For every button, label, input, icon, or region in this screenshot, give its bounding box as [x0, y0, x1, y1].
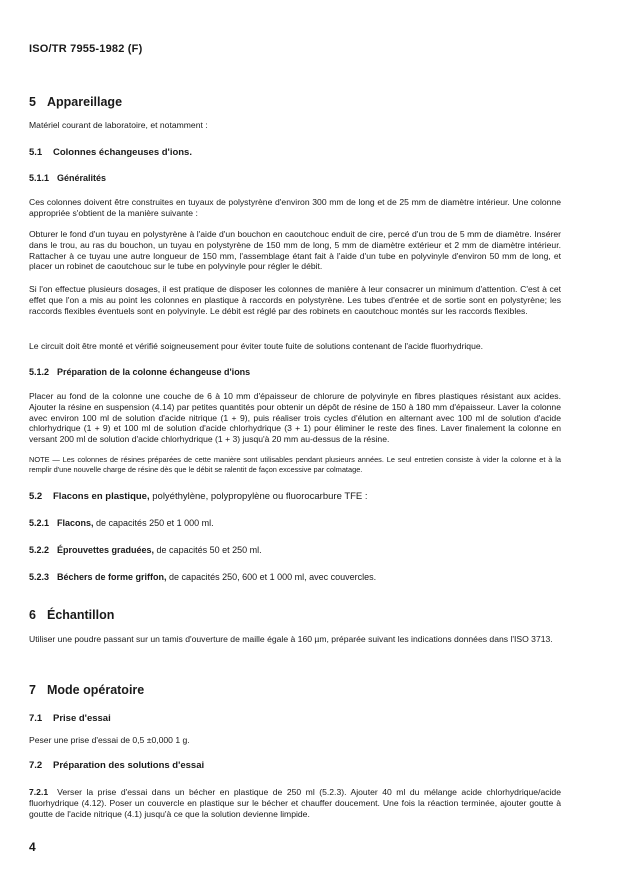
- section-7-2-1: 7.2.1 Verser la prise d'essai dans un bécher en plastique de 250 ml (5.2.3). Ajouter 40 ml du mélange acide chlorhydrique/acide fluorhydrique (4.12). Poser un couvercle en plastique sur le bécher et chauffer doucement. Une fois la réaction terminée, ajouter goutte à goutte de l'acide nitrique (4.1) jusqu'à ce que la solution devienne limpide.: [29, 787, 561, 819]
- paragraph: Si l'on effectue plusieurs dosages, il est pratique de disposer les colonnes de manière à leur consacrer un minimum d'attention. C'est à cet effet que l'on a mis au point les colonnes en plastique à raccords en polystyrène. Les tubes d'entrée et de sortie sont en polystyrène; les raccords flexibles éventuels sont en polyvinyle. Le débit est réglé par des robinets en caoutchouc montés sur les raccords flexibles.: [29, 284, 561, 316]
- section-7-2-heading: 7.2 Préparation des solutions d'essai: [29, 760, 205, 771]
- paragraph: Ces colonnes doivent être construites en tuyaux de polystyrène d'environ 300 mm de long et de 25 mm de diamètre intérieur. Une colonne appropriée s'obtient de la manière suivante :: [29, 197, 561, 218]
- document-reference: ISO/TR 7955-1982 (F): [29, 43, 143, 55]
- section-5-1-heading: 5.1 Colonnes échangeuses d'ions.: [29, 147, 192, 158]
- section-5-2-3: 5.2.3 Béchers de forme griffon, de capacités 250, 600 et 1 000 ml, avec couvercles.: [29, 572, 377, 582]
- paragraph: Obturer le fond d'un tuyau en polystyrène à l'aide d'un bouchon en caoutchouc enduit de cire, percé d'un trou de 5 mm de diamètre. Insérer dans le trou, au ras du bouchon, un tuyau en polystyrène de 150 mm de long, 5 mm de diamètre extérieur et 2 mm de diamètre intérieur. Rattacher à ce tuyau une autre longueur de 150 mm, l'assemblage étant fait à l'aide d'un tube en polyvinyle d'environ 50 mm de long, et placer un robinet de caoutchouc sur le tube en polyvinyle pour régler le débit.: [29, 229, 561, 272]
- note: NOTE — Les colonnes de résines préparées de cette manière sont utilisables pendant plusieurs années. Le seul entretien consiste à vider la colonne et à la remplir d'une nouvelle charge de résine dès que le débit se ralentit de façon excessive par colmatage.: [29, 455, 561, 474]
- paragraph: Peser une prise d'essai de 0,5 ±0,000 1 g.: [29, 735, 190, 745]
- paragraph: Utiliser une poudre passant sur un tamis d'ouverture de maille égale à 160 µm, préparée suivant les indications données dans l'ISO 3713.: [29, 634, 553, 644]
- section-number: 5: [29, 95, 36, 109]
- section-5-2-heading: 5.2 Flacons en plastique, polyéthylène, polypropylène ou fluorocarbure TFE :: [29, 491, 368, 502]
- section-title: Appareillage: [47, 95, 123, 109]
- section-5-1-1-heading: 5.1.1 Généralités: [29, 173, 107, 183]
- page-number: 4: [29, 840, 36, 854]
- section-5-heading: [29, 95, 561, 109]
- paragraph: Le circuit doit être monté et vérifié soigneusement pour éviter toute fuite de solutions contenant de l'acide fluorhydrique.: [29, 341, 484, 351]
- section-6-heading: 6 Échantillon: [29, 608, 115, 622]
- section-7-1-heading: 7.1 Prise d'essai: [29, 713, 111, 724]
- paragraph: Placer au fond de la colonne une couche de 6 à 10 mm d'épaisseur de chlorure de polyvinyle en fibres plastiques résistant aux acides. Ajouter la résine en suspension (4.14) par petites quantités pour obtenir un dépôt de résine de 150 à 180 mm d'épaisseur. Laver la colonne avec environ 100 ml de solution d'acide nitrique (1 + 9), puis réaliser trois cycles d'élution en alternant avec 100 ml de solution d'acide chlorhydrique (1 + 9) et 100 ml de solution d'acide chlorhydrique (3 + 1) pour éliminer le reste des fines. Laver finalement la colonne en versant 200 ml de solution d'acide chlorhydrique (1 + 3) jusqu'à 20 mm au-dessus de la résine.: [29, 391, 561, 445]
- section-7-heading: 7 Mode opératoire: [29, 683, 145, 697]
- section-5-intro: Matériel courant de laboratoire, et notamment :: [29, 120, 208, 130]
- section-5-2-1: 5.2.1 Flacons, de capacités 250 et 1 000 ml.: [29, 518, 214, 528]
- section-5-1-2-heading: 5.1.2 Préparation de la colonne échangeuse d'ions: [29, 367, 251, 377]
- section-5-2-2: 5.2.2 Éprouvettes graduées, de capacités 50 et 250 ml.: [29, 545, 262, 555]
